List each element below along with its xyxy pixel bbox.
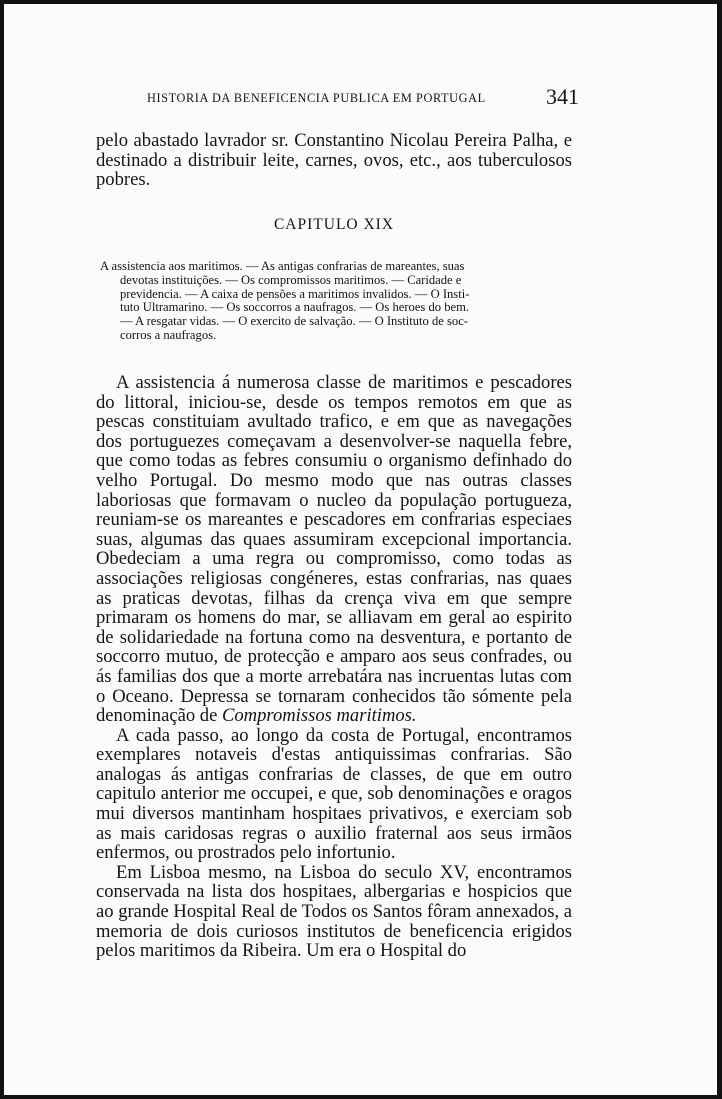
page-number: 341 (546, 84, 579, 109)
body-paragraph-text: A assistencia á numerosa classe de maritimos e pescadores do littoral, iniciou-se, desde os tempos remotos em que as pescas constituiam avultado trafico, e em que as navegações dos portuguezes começavam a desenvolver-se naquella febre, que como todas as febres consumiu o organismo definhado do velho Portugal. Do mesmo modo que nas outras classes laboriosas que formavam o nucleo da população portugueza, reuniam-se os mareantes e pescadores em confrarias especiaes suas, algumas das quaes assumiram excepcional importancia. Obedeciam a uma regra ou compromisso, como todas as associações religiosas congéneres, estas confrarias, nas quaes as praticas devotas, filhas da crença viva em que sempre primaram os homens do mar, se alliavam em geral ao espirito de solidariedade na fortuna como na desventura, e portanto de soccorro mutuo, de protecção e amparo aos seus confrades, ou ás familias dos que a morte arrebatára nas incruentas lutas com o Oceano. Depressa se tornaram conhecidos tão sómente pela denominação de (96, 372, 572, 727)
chapter-summary (100, 260, 572, 343)
body-paragraph: Em Lisboa mesmo, na Lisboa do seculo XV, encontramos conservada na lista dos hospitaes, albergarias e hospicios que ao grande Hospital Real de Todos os Santos fôram annexados, a memoria de dois curiosos institutos de beneficencia erigidos pelos maritimos da Ribeira. Um era o Hospital do (96, 861, 573, 962)
scan-border-bottom (0, 1095, 722, 1099)
italic-term: Compromissos maritimos. (221, 705, 417, 727)
summary-line: tuto Ultramarino. — Os soccorros a naufragos. — Os heroes do bem. (120, 300, 470, 315)
scan-border-left (0, 0, 4, 1099)
summary-line: previdencia. — A caixa de pensões a maritimos invalidos. — O Insti- (120, 286, 470, 301)
intro-paragraph-text: pelo abastado lavrador sr. Constantino Nicolau Pereira Palha, e destinado a distribuir leite, carnes, ovos, etc., aos tuberculosos pobres. (96, 130, 572, 191)
summary-line: corros a naufragos. (120, 327, 217, 342)
main-text (96, 373, 572, 961)
summary-line: — A resgatar vidas. — O exercito de salvação. — O Instituto de soc- (120, 314, 468, 329)
summary-line: A assistencia aos maritimos. — As antigas confrarias de mareantes, suas (100, 259, 465, 273)
scan-border-right (717, 0, 722, 1099)
intro-paragraph (96, 131, 572, 190)
body-paragraph (96, 373, 572, 726)
body-paragraph: A cada passo, ao longo da costa de Portugal, encontramos exemplares notaveis d'estas antiquissimas confrarias. São analogas ás antigas confrarias de classes, de que em outro capitulo anterior me occupei, e que, sob denominações e oragos mui diversos mantinham hospitaes privativos, e exerciam sob as mais caridosas regras o auxilio fraternal aos seus irmãos enfermos, ou prostrados pelo infortunio. (96, 724, 572, 864)
running-header: HISTORIA DA BENEFICENCIA PUBLICA EM PORTUGAL (147, 91, 486, 105)
scan-border-top (0, 0, 722, 4)
chapter-heading: CAPITULO XIX (273, 216, 395, 233)
summary-line: devotas instituições. — Os compromissos maritimos. — Caridade e (120, 272, 462, 287)
